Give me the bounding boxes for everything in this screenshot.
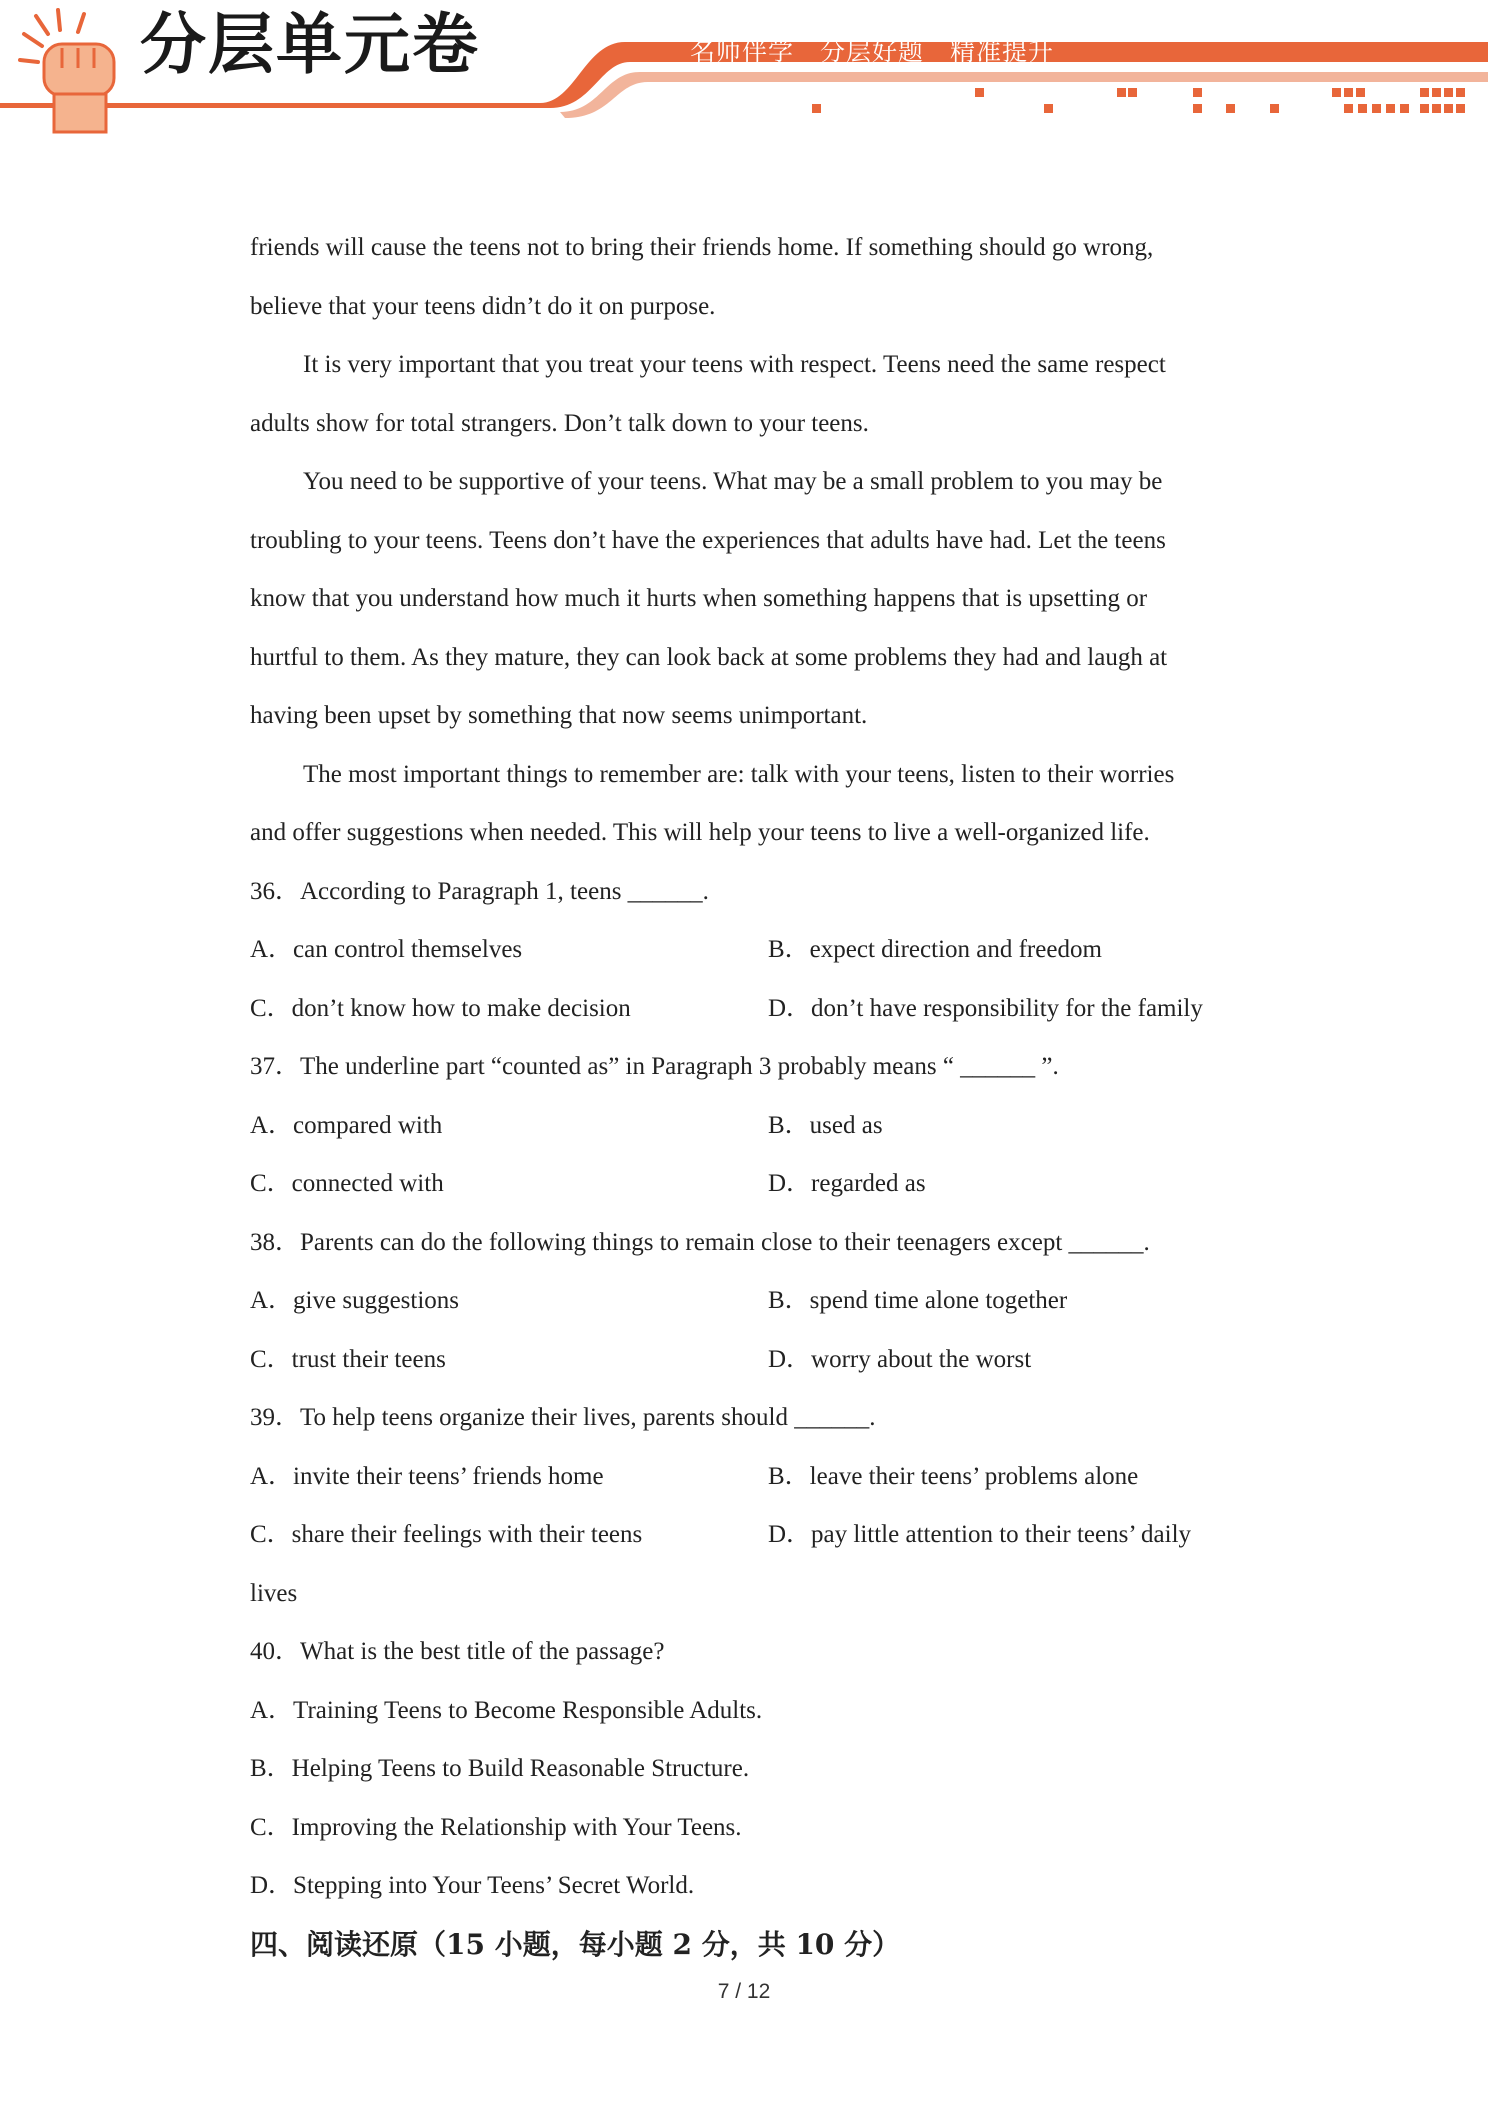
- passage-line: and offer suggestions when needed. This will help your teens to live a well-organized life.: [250, 819, 1150, 846]
- question-40-stem: 40．What is the best title of the passage?: [250, 1638, 665, 1665]
- question-38-options-row1: [250, 1272, 1250, 1331]
- header-slogan: 名师伴学 分层好题 精准提升: [690, 37, 1055, 66]
- question-37-options-row2: [250, 1155, 1250, 1214]
- question-36-options-row2: [250, 980, 1250, 1039]
- passage-line: You need to be supportive of your teens. What may be a small problem to you may be: [303, 468, 1163, 495]
- option-b: B．spend time alone together: [768, 1287, 1068, 1314]
- option-a: A．invite their teens’ friends home: [250, 1462, 604, 1490]
- option-a: A．Training Teens to Become Responsible Adults.: [250, 1696, 763, 1724]
- question-39-options-row1: [250, 1448, 1250, 1507]
- page-header: [0, 0, 1488, 140]
- section-heading: 四、阅读还原（15 小题，每小题 2 分，共 10 分）: [250, 1927, 901, 1961]
- option-b: B．leave their teens’ problems alone: [768, 1462, 1139, 1490]
- exam-content: [250, 219, 1250, 1974]
- option-c: C．share their feelings with their teens: [250, 1521, 643, 1548]
- option-b: B．expect direction and freedom: [768, 936, 1102, 963]
- option-a: A．compared with: [250, 1111, 443, 1139]
- passage-line: hurtful to them. As they mature, they can look back at some problems they had and laugh at: [250, 643, 1168, 671]
- passage-line: friends will cause the teens not to bring their friends home. If something should go wrong,: [250, 234, 1154, 261]
- question-38-stem: 38．Parents can do the following things to remain close to their teenagers except ______.: [250, 1228, 1150, 1256]
- passage-line: The most important things to remember are: talk with your teens, listen to their worries: [303, 760, 1175, 788]
- option-a: A．give suggestions: [250, 1287, 460, 1314]
- page-number: 7 / 12: [717, 1980, 771, 2003]
- reading-passage: [250, 219, 1250, 863]
- option-c: C．don’t know how to make decision: [250, 994, 631, 1022]
- passage-line: believe that your teens didn’t do it on purpose.: [250, 292, 716, 320]
- option-b: B．Helping Teens to Build Reasonable Structure.: [250, 1755, 750, 1782]
- passage-line: having been upset by something that now seems unimportant.: [250, 702, 868, 729]
- passage-line: know that you understand how much it hurts when something happens that is upsetting or: [250, 585, 1148, 612]
- question-36-options-row1: [250, 921, 1250, 980]
- question-36-stem: 36．According to Paragraph 1, teens ______.: [250, 877, 709, 905]
- passage-line: It is very important that you treat your teens with respect. Teens need the same respect: [303, 351, 1166, 378]
- question-37-options-row1: [250, 1097, 1250, 1156]
- option-a: A．can control themselves: [250, 936, 523, 963]
- logo-title: 分层单元卷: [140, 6, 480, 83]
- question-37-stem: 37．The underline part “counted as” in Paragraph 3 probably means “ ______ ”.: [250, 1053, 1059, 1080]
- question-39-stem: 39．To help teens organize their lives, parents should ______.: [250, 1404, 876, 1431]
- option-b: B．used as: [768, 1111, 883, 1139]
- option-d: D．pay little attention to their teens’ daily: [768, 1521, 1192, 1548]
- option-d: D．Stepping into Your Teens’ Secret World.: [250, 1872, 695, 1899]
- option-d-continuation: lives: [250, 1579, 298, 1607]
- option-c: C．Improving the Relationship with Your Teens.: [250, 1813, 742, 1841]
- question-38-options-row2: [250, 1331, 1250, 1390]
- passage-line: adults show for total strangers. Don’t talk down to your teens.: [250, 409, 869, 437]
- option-d: D．don’t have responsibility for the family: [768, 994, 1203, 1022]
- option-c: C．connected with: [250, 1170, 444, 1197]
- decorative-squares: [0, 0, 1488, 140]
- option-d: D．worry about the worst: [768, 1345, 1032, 1373]
- option-d: D．regarded as: [768, 1170, 926, 1197]
- option-c: C．trust their teens: [250, 1345, 446, 1373]
- question-39-options-row2: [250, 1506, 1250, 1565]
- passage-line: troubling to your teens. Teens don’t have the experiences that adults have had. Let the teens: [250, 526, 1166, 554]
